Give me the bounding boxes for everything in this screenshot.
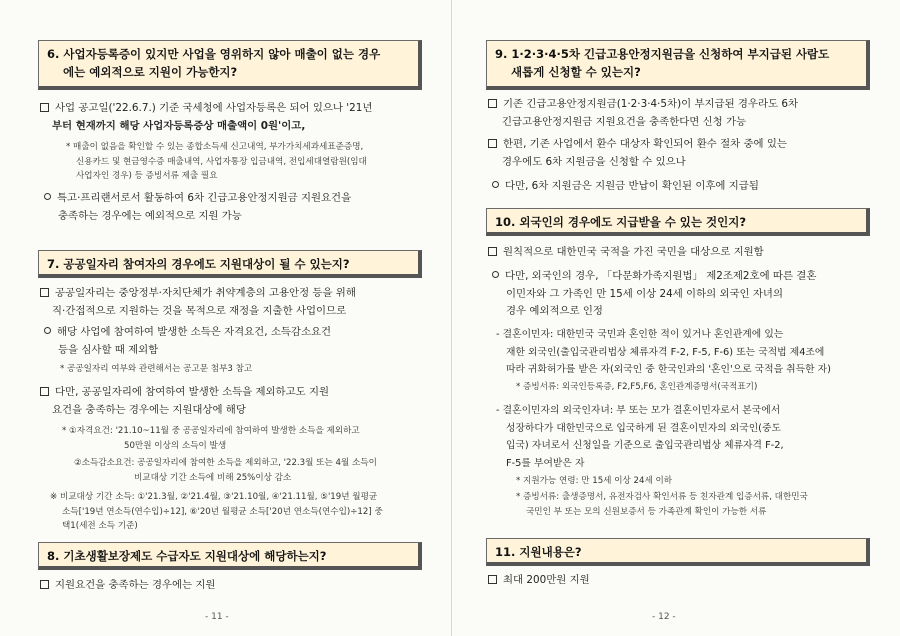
q9-paragraph-3 [492,178,888,196]
q11-paragraph-1 [488,572,888,590]
q10-paragraph-2 [492,268,888,321]
q6-p1-line1: 사업 공고일('22.6.7.) 기준 국세청에 사업자등록은 되어 있으나 '21년 [55,102,373,114]
q7-note-2 [62,424,438,453]
q7-note-4 [50,490,440,534]
question-10-title: 10. 외국인의 경우에도 지급받을 수 있는 것인지? [495,215,747,229]
q10-definition-2 [496,402,888,472]
q6-p2-line2: 충족하는 경우에는 예외적으로 지원 가능 [58,209,242,222]
q10-paragraph-1 [488,244,888,262]
q10-p1-text: 원칙적으로 대한민국 국적을 가진 국민을 대상으로 지원함 [503,246,764,258]
q7-p3-line2: 요건을 충족하는 경우에는 지원대상에 해당 [52,403,246,416]
q7-p2-line2: 등을 심사할 때 제외함 [58,343,159,356]
question-11-box [486,538,870,566]
q10-d2-line3: 입국) 자녀로서 신청일을 기준으로 출입국관리법상 체류자격 F-2, [506,440,784,451]
page-number-12: - 12 - [652,612,676,622]
q9-paragraph-1 [488,96,888,131]
question-8-box [38,542,422,570]
question-6-title-line1: 6. 사업자등록증이 있지만 사업을 영위하지 않아 매출이 없는 경우 [47,47,381,61]
q10-d1-line3: 따라 귀화허가를 받은 자(외국인 중 한국인과의 '혼인'으로 국적을 취득한 자) [506,364,831,375]
question-9-title-line2: 새롭게 신청할 수 있는지? [511,65,641,79]
q7-paragraph-3 [40,384,432,419]
question-6-box [38,40,422,90]
q7-p2-line1: 해당 사업에 참여하여 발생한 소득은 자격요건, 소득감소요건 [57,326,332,338]
question-6-title-line2: 에는 예외적으로 지원이 가능한지? [63,65,238,79]
question-7-box [38,250,422,278]
q10-note-1: * 증빙서류: 외국인등록증, F2,F5,F6, 혼인관계증명서(국적표기) [516,382,758,392]
question-10-box [486,208,870,236]
square-bullet-icon [40,580,49,589]
question-11-title: 11. 지원내용은? [495,545,582,559]
q7-note4-line2: 소득['19년 연소득(연수입)÷12], ⑥'20년 월평균 소득['20년 연소득(연수입)÷12] 중 [62,506,383,517]
q7-p1-line1: 공공일자리는 중앙정부·자치단체가 취약계층의 고용안정 등을 위해 [55,287,356,299]
q10-note-2: * 지원가능 연령: 만 15세 이상 24세 이하 [516,476,673,486]
q7-paragraph-2 [44,324,432,359]
circle-bullet-icon [44,193,51,200]
q11-p1-text: 최대 200만원 지원 [503,574,590,586]
square-bullet-icon [40,103,49,112]
q6-note-1 [66,140,436,184]
circle-bullet-icon [492,271,499,278]
q10-p2-line1: 다만, 외국인의 경우, 「다문화가족지원법」 제2조제2호에 따른 결혼 [505,270,817,282]
square-bullet-icon [488,99,497,108]
question-8-title: 8. 기초생활보장제도 수급자도 지원대상에 해당하는지? [47,549,327,563]
q7-paragraph-1 [40,285,432,320]
square-bullet-icon [40,288,49,297]
q10-note3-line1: * 증빙서류: 출생증명서, 유전자검사 확인서류 등 친자관계 입증서류, 대한민국 [516,492,808,502]
q10-d2-line2: 성장하다가 대한민국으로 입국하게 된 결혼이민자의 외국인(중도 [506,422,781,434]
q10-note3-line2: 국민인 부 또는 모의 신원보증서 등 가족관계 확인이 가능한 서류 [526,506,767,517]
question-7-title: 7. 공공일자리 참여자의 경우에도 지원대상이 될 수 있는지? [47,257,350,271]
q7-note-3 [74,456,440,485]
q6-note-line2: 신용카드 및 현금영수증 매출내역, 사업자통장 입금내역, 전입세대열람원(임대 [76,156,367,167]
square-bullet-icon [488,247,497,256]
q9-paragraph-2 [488,136,888,171]
q10-note-3 [516,490,892,519]
q6-p2-line1: 특고·프리랜서로서 활동하여 6차 긴급고용안정지원금 지원요건을 [57,192,352,204]
q6-note-line3: 사업자인 경우) 등 증빙서류 제출 필요 [76,171,218,181]
q7-note3-line1: ②소득감소요건: 공공일자리에 참여한 소득을 제외하고, '22.3월 또는 4월 소득이 [74,458,377,468]
question-9-box [486,40,870,90]
q10-d1-line1: - 결혼이민자: 대한민국 국민과 혼인한 적이 있거나 혼인관계에 있는 [496,329,784,340]
q7-note4-line1: ※ 비교대상 기간 소득: ①'21.3월, ②'21.4월, ③'21.10월, ④'21.11월, ⑤'19년 월평균 [50,492,378,502]
q10-definition-1 [496,326,888,379]
q9-p1-line2: 긴급고용안정지원금 지원요건을 충족한다면 신청 가능 [502,115,747,128]
q6-paragraph-1 [40,100,430,135]
q6-p1-line2: 부터 현재까지 해당 사업자등록증상 매출액이 0원'이고, [52,119,306,132]
q7-note2-line1: * ①자격요건: '21.10~11월 중 공공일자리에 참여하여 발생한 소득을 제외하고 [62,426,360,436]
q6-note-line1: * 매출이 없음을 확인할 수 있는 종합소득세 신고내역, 부가가치세과세표준증명, [66,142,364,152]
q10-d2-line1: - 결혼이민자의 외국인자녀: 부 또는 모가 결혼이민자로서 본국에서 [496,405,781,416]
circle-bullet-icon [44,327,51,334]
q7-note-1: * 공공일자리 여부와 관련해서는 공고문 첨부3 참고 [60,364,253,374]
right-page [452,0,900,636]
q10-p2-line2: 이민자와 그 가족인 만 15세 이상 24세 이하의 외국인 자녀의 [506,287,783,300]
q8-paragraph-1 [40,577,432,595]
square-bullet-icon [488,575,497,584]
square-bullet-icon [488,139,497,148]
circle-bullet-icon [492,181,499,188]
q7-note4-line3: 택1(세전 소득 기준) [62,521,138,531]
page-number-11: - 11 - [205,612,229,622]
q9-p2-line1: 한편, 기존 사업에서 환수 대상자 확인되어 환수 절차 중에 있는 [503,138,787,150]
q7-p3-line1: 다만, 공공일자리에 참여하여 발생한 소득을 제외하고도 지원 [55,386,330,398]
q8-p1-text: 지원요건을 충족하는 경우에는 지원 [55,579,216,591]
q9-p1-line1: 기존 긴급고용안정지원금(1·2·3·4·5차)이 부지급된 경우라도 6차 [503,98,799,110]
q9-p2-line2: 경우에도 6차 지원금을 신청할 수 있으나 [502,155,686,168]
question-9-title-line1: 9. 1·2·3·4·5차 긴급고용안정지원금을 신청하여 부지급된 사람도 [495,47,830,61]
q10-p2-line3: 경우 예외적으로 인정 [506,305,603,317]
q9-p3-text: 다만, 6차 지원금은 지원금 반납이 확인된 이후에 지급됨 [505,180,759,192]
q7-p1-line2: 직·간접적으로 지원하는 것을 목적으로 재정을 지출한 사업이므로 [52,304,347,317]
q7-note2-line2: 50만원 이상의 소득이 발생 [124,440,227,451]
square-bullet-icon [40,387,49,396]
q10-d2-line4: F-5를 부여받은 자 [506,457,585,469]
q6-paragraph-2 [44,190,432,225]
q10-d1-line2: 재한 외국인(출입국관리법상 체류자격 F-2, F-5, F-6) 또는 국적법 제4조에 [506,346,825,358]
q7-note3-line2: 비교대상 기간 소득에 비해 25%이상 감소 [134,472,292,483]
